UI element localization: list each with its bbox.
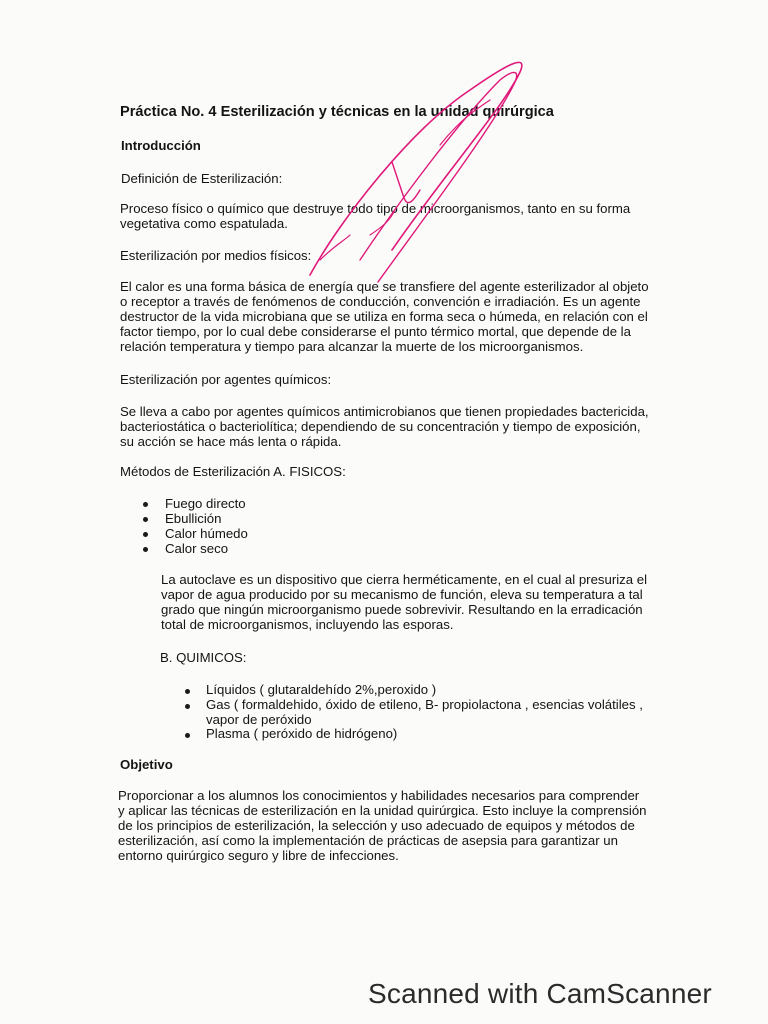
- chemical-method-item: Gas ( formaldehido, óxido de etileno, B- propiolactona , esencias volátiles ,: [206, 697, 643, 712]
- physical-method-item: Calor seco: [165, 541, 229, 556]
- physical-line: relación temperatura y tiempo para alcanzar la muerte de los microorganismos.: [120, 339, 584, 354]
- objective-line: Proporcionar a los alumnos los conocimientos y habilidades necesarios para comprender: [118, 788, 640, 803]
- intro-heading: Introducción: [121, 138, 201, 153]
- chemical-line: bacteriostática o bacteriolítica; dependiendo de su concentración y tiempo de exposición,: [120, 419, 641, 434]
- physical-line: factor tiempo, por lo cual debe considerarse el punto térmico mortal, que depende de la: [120, 324, 631, 339]
- bullet-icon: [143, 532, 148, 537]
- autoclave-line: grado que ningún microorganismo puede sobrevivir. Resultando en la erradicación: [161, 602, 643, 617]
- objective-line: y aplicar las técnicas de esterilización en la unidad quirúrgica. Esto incluye la comprensión: [118, 803, 647, 818]
- chemical-method-item: Líquidos ( glutaraldehído 2%,peroxido ): [206, 682, 437, 697]
- chemical-method-item: vapor de peróxido: [206, 712, 312, 727]
- signature-strokes: [310, 62, 522, 282]
- methods-heading: Métodos de Esterilización A. FISICOS:: [120, 464, 346, 479]
- physical-method-item: Calor húmedo: [165, 526, 248, 541]
- objective-line: de los principios de esterilización, la selección y uso adecuado de equipos y métodos de: [118, 818, 635, 833]
- autoclave-line: La autoclave es un dispositivo que cierra herméticamente, en el cual al presuriza el: [161, 572, 648, 587]
- handwritten-signature: [300, 50, 540, 290]
- objective-line: entorno quirúrgico seguro y libre de infecciones.: [118, 848, 399, 863]
- bullet-icon: [143, 502, 148, 507]
- bullet-icon: [185, 733, 190, 738]
- page-title: Práctica No. 4 Esterilización y técnicas en la unidad quirúrgica: [120, 104, 554, 120]
- physical-line: destructor de la vida microbiana que se utiliza en forma seca o húmeda, en relación con el: [120, 309, 648, 324]
- physical-method-item: Ebullición: [165, 511, 222, 526]
- chemical-line: Se lleva a cabo por agentes químicos antimicrobianos que tienen propiedades bactericida,: [120, 404, 649, 419]
- chemical-method-item: Plasma ( peróxido de hidrógeno): [206, 726, 398, 741]
- objective-line: esterilización, así como la implementación de prácticas de asepsia para garantizar un: [118, 833, 618, 848]
- chemical-methods-heading: B. QUIMICOS:: [160, 650, 247, 665]
- bullet-icon: [143, 547, 148, 552]
- chemical-line: su acción se hace más lenta o rápida.: [120, 434, 342, 449]
- physical-line: o receptor a través de fenómenos de conducción, convención e irradiación. Es un agente: [120, 294, 641, 309]
- bullet-icon: [143, 517, 148, 522]
- autoclave-line: vapor de agua producido por su mecanismo de función, eleva su temperatura a tal: [161, 587, 643, 602]
- scanner-watermark: Scanned with CamScanner: [368, 978, 712, 1009]
- physical-method-item: Fuego directo: [165, 496, 246, 511]
- definition-heading: Definición de Esterilización:: [121, 171, 283, 186]
- chemical-heading: Esterilización por agentes químicos:: [120, 372, 332, 387]
- definition-line: vegetativa como espatulada.: [120, 216, 288, 231]
- objective-heading: Objetivo: [120, 757, 173, 772]
- autoclave-line: total de microorganismos, incluyendo las esporas.: [161, 617, 454, 632]
- bullet-icon: [185, 704, 190, 709]
- bullet-icon: [185, 689, 190, 694]
- physical-line: El calor es una forma básica de energía que se transfiere del agente esterilizador al objeto: [120, 279, 649, 294]
- physical-heading: Esterilización por medios físicos:: [120, 248, 312, 263]
- definition-line: Proceso físico o químico que destruye todo tipo de microorganismos, tanto en su forma: [120, 201, 631, 216]
